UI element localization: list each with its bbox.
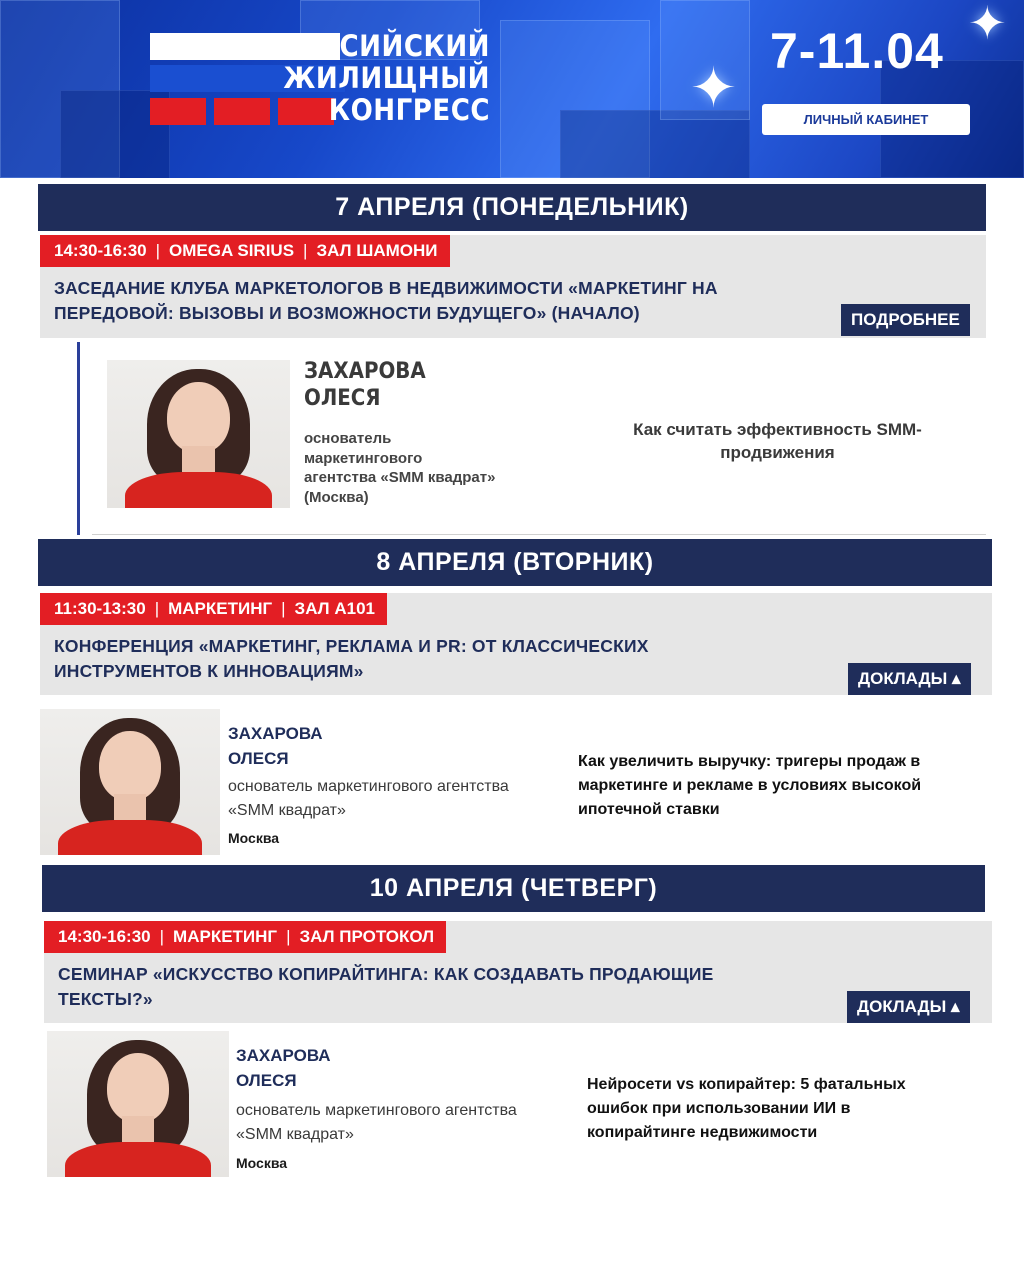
talk-title-line: ошибок при использовании ИИ в <box>587 1100 851 1117</box>
session-title <box>58 962 714 1012</box>
session-track: МАРКЕТИНГ <box>168 599 273 618</box>
speaker-role-line: «SMM квадрат» <box>228 802 346 819</box>
talk-title-line: ипотечной ставки <box>578 801 720 818</box>
speaker-photo <box>47 1031 229 1177</box>
session-hall: ЗАЛ ПРОТОКОЛ <box>299 927 435 946</box>
speaker-role-line: «SMM квадрат» <box>236 1126 354 1143</box>
photo-face <box>167 382 229 453</box>
tag-separator: | <box>155 241 161 260</box>
session-tag <box>40 593 387 625</box>
talk-title-line: Как считать эффективность SMM- <box>633 420 922 439</box>
speaker-last-name: ЗАХАРОВА <box>304 359 426 384</box>
tag-separator: | <box>281 599 286 618</box>
session-title-line: ПЕРЕДОВОЙ: ВЫЗОВЫ И ВОЗМОЖНОСТИ БУДУЩЕГО» (НАЧАЛО) <box>54 303 640 323</box>
session-card <box>40 235 986 338</box>
session-title-line: СЕМИНАР «ИСКУССТВО КОПИРАЙТИНГА: КАК СОЗДАВАТЬ ПРОДАЮЩИЕ <box>58 964 714 984</box>
talk-title <box>600 418 955 464</box>
photo-jacket <box>58 820 202 855</box>
photo-neck <box>114 794 146 820</box>
session-hall: ЗАЛ ШАМОНИ <box>316 241 438 260</box>
speaker-role <box>236 1099 517 1147</box>
speaker-first-name: ОЛЕСЯ <box>236 1071 297 1090</box>
speaker-role-line: маркетингового <box>304 449 423 467</box>
session-card <box>44 921 992 1023</box>
session-track: МАРКЕТИНГ <box>173 927 278 946</box>
talks-toggle-button[interactable]: ДОКЛАДЫ ▴ <box>848 663 971 695</box>
talk-title-line: маркетинге и рекламе в условиях высокой <box>578 777 922 794</box>
session-time: 14:30-16:30 <box>58 927 151 946</box>
session-time: 11:30-13:30 <box>54 599 146 618</box>
speaker-first-name: ОЛЕСЯ <box>228 749 289 768</box>
logo-flag-red <box>150 98 206 125</box>
speaker-photo <box>40 709 220 855</box>
speaker-role-line: основатель маркетингового агентства <box>228 778 509 795</box>
details-button[interactable]: ПОДРОБНЕЕ <box>841 304 970 336</box>
tag-separator: | <box>303 241 308 260</box>
site-header <box>0 0 1024 178</box>
session-hall: ЗАЛ А101 <box>294 599 375 618</box>
session-title <box>54 276 718 326</box>
talk-title <box>587 1073 906 1145</box>
speaker-city: Москва <box>228 830 280 846</box>
personal-account-button[interactable]: ЛИЧНЫЙ КАБИНЕТ <box>762 104 970 135</box>
speaker-name <box>236 1043 331 1093</box>
session-time: 14:30-16:30 <box>54 241 147 260</box>
background-building <box>560 110 750 178</box>
photo-neck <box>122 1116 155 1142</box>
session-card <box>40 593 992 695</box>
speaker-role-line: основатель <box>304 430 392 447</box>
day-heading: 8 АПРЕЛЯ (ВТОРНИК) <box>38 539 992 586</box>
speaker-name <box>228 721 323 771</box>
divider <box>92 534 986 535</box>
sparkle-star-icon: ✦ <box>968 0 1007 49</box>
talks-toggle-button[interactable]: ДОКЛАДЫ ▴ <box>847 991 970 1023</box>
session-title-line: КОНФЕРЕНЦИЯ «МАРКЕТИНГ, РЕКЛАМА И PR: ОТ КЛАССИЧЕСКИХ <box>54 636 649 656</box>
day-heading: 10 АПРЕЛЯ (ЧЕТВЕРГ) <box>42 865 985 912</box>
logo-text <box>219 30 490 126</box>
speaker-first-name: ОЛЕСЯ <box>304 386 381 411</box>
photo-neck <box>182 446 215 473</box>
photo-jacket <box>65 1142 211 1177</box>
session-tag <box>44 921 446 953</box>
talk-title <box>578 750 921 822</box>
speaker-role <box>304 429 495 507</box>
photo-face <box>107 1053 169 1123</box>
tag-separator: | <box>159 927 165 946</box>
session-tag <box>40 235 450 267</box>
talk-title-line: Как увеличить выручку: тригеры продаж в <box>578 753 921 770</box>
speaker-photo <box>107 360 290 508</box>
day-heading: 7 АПРЕЛЯ (ПОНЕДЕЛЬНИК) <box>38 184 986 231</box>
logo-line: ЖИЛИЩНЫЙ <box>283 61 490 95</box>
talk-title-line: копирайтинге недвижимости <box>587 1124 818 1141</box>
speaker-last-name: ЗАХАРОВА <box>228 724 323 743</box>
speaker-name <box>304 358 426 412</box>
event-dates: 7-11.04 <box>770 23 944 79</box>
session-title-line: ТЕКСТЫ?» <box>58 989 153 1009</box>
session-title-line: ЗАСЕДАНИЕ КЛУБА МАРКЕТОЛОГОВ В НЕДВИЖИМОСТИ «МАРКЕТИНГ НА <box>54 278 718 298</box>
speaker-role-line: агентства «SMM квадрат» <box>304 469 496 486</box>
speaker-last-name: ЗАХАРОВА <box>236 1046 331 1065</box>
tag-separator: | <box>286 927 291 946</box>
talk-title-line: Нейросети vs копирайтер: 5 фатальных <box>587 1076 906 1093</box>
speaker-role-line: основатель маркетингового агентства <box>236 1102 517 1119</box>
session-track: OMEGA SIRIUS <box>169 241 295 260</box>
congress-logo[interactable] <box>150 30 490 130</box>
sparkle-star-icon: ✦ <box>690 56 737 119</box>
speaker-city: Москва <box>236 1155 288 1171</box>
speaker-role <box>228 775 509 823</box>
tag-separator: | <box>154 599 160 618</box>
talk-title-line: продвижения <box>720 443 835 462</box>
session-title <box>54 634 649 684</box>
logo-line: КОНГРЕСС <box>328 93 490 127</box>
speaker-role-line: (Москва) <box>304 488 369 506</box>
speaker-accent-line <box>77 342 80 535</box>
photo-jacket <box>125 472 271 508</box>
session-title-line: ИНСТРУМЕНТОВ К ИННОВАЦИЯМ» <box>54 661 364 681</box>
photo-face <box>99 731 160 801</box>
logo-line: ВСЕРОССИЙСКИЙ <box>219 29 490 63</box>
